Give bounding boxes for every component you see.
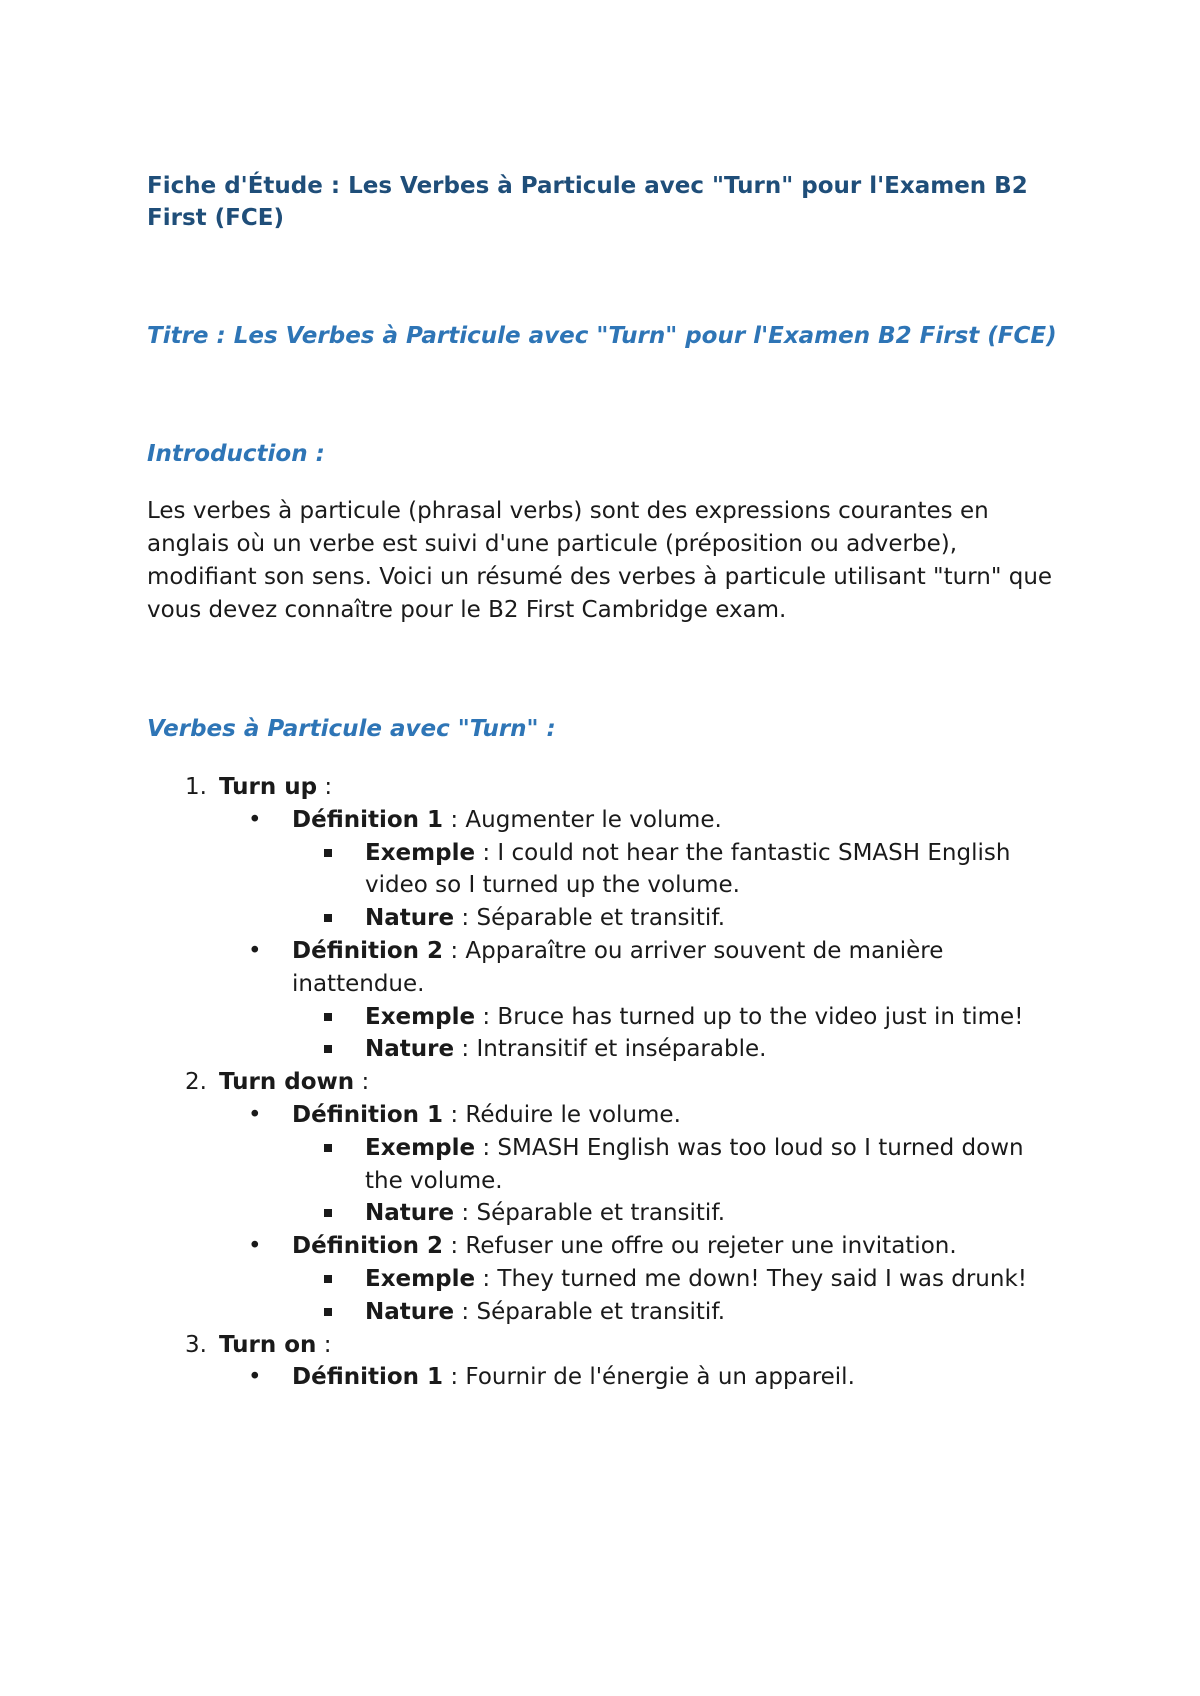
definition-item (219, 804, 1067, 935)
detail-list (292, 837, 1067, 935)
definition-text: : Augmenter le volume. (443, 806, 722, 833)
nature-label: Nature (365, 905, 455, 932)
nature-text: : Séparable et transitif. (454, 1298, 726, 1325)
bullet-square-icon (324, 1045, 332, 1053)
definition-label: Définition 1 (292, 1364, 444, 1391)
example-text: : They turned me down! They said I was drunk! (475, 1265, 1027, 1292)
document-subtitle: Titre : Les Verbes à Particule avec "Turn" pour l'Examen B2 First (FCE) (147, 323, 1057, 349)
example-item (292, 1263, 1067, 1296)
definition-text: : Fournir de l'énergie à un appareil. (443, 1364, 855, 1391)
bullet-square-icon (324, 1144, 332, 1152)
bullet-dot-icon: • (248, 1101, 262, 1128)
verb-number: 2. (185, 1069, 207, 1096)
verb-heading (219, 771, 1067, 804)
definition-text: : Réduire le volume. (443, 1101, 681, 1128)
bullet-dot-icon: • (248, 1364, 262, 1391)
nature-label: Nature (365, 1200, 455, 1227)
verb-name: Turn up (219, 774, 318, 800)
bullet-dot-icon: • (248, 1233, 262, 1260)
definition-item (219, 1099, 1067, 1230)
nature-text: : Intransitif et inséparable. (454, 1036, 767, 1063)
nature-label: Nature (365, 1036, 455, 1063)
example-label: Exemple (365, 839, 476, 866)
verb-item (147, 1329, 1067, 1395)
example-label: Exemple (365, 1003, 476, 1030)
example-text: : I could not hear the fantastic SMASH English video so I turned up the volume. (365, 839, 1011, 899)
definition-item (219, 1230, 1067, 1328)
definition-text: : Refuser une offre ou rejeter une invitation. (443, 1233, 957, 1260)
bullet-dot-icon: • (248, 806, 262, 833)
verb-heading (219, 1329, 1067, 1362)
spacer (147, 627, 1067, 713)
introduction-text: Les verbes à particule (phrasal verbs) sont des expressions courantes en anglais où un verbe est suivi d'une particule (préposition ou adverbe), modifiant son sens. Voici un résumé des verbes à particule utilisant "turn" que vous devez connaître pour le B2 First Cambridge exam. (147, 498, 1053, 623)
bullet-square-icon (324, 1275, 332, 1283)
bullet-square-icon (324, 914, 332, 922)
bullet-square-icon (324, 1308, 332, 1316)
definition-text: : Apparaître ou arriver souvent de manière inattendue. (292, 937, 944, 997)
document-page (147, 170, 1067, 1394)
example-text: : Bruce has turned up to the video just in time! (475, 1003, 1024, 1030)
verb-item (147, 1066, 1067, 1328)
nature-item (292, 1296, 1067, 1329)
definition-item (219, 935, 1067, 1066)
detail-list (292, 1263, 1067, 1329)
definition-list (219, 1099, 1067, 1329)
example-label: Exemple (365, 1134, 476, 1161)
bullet-dot-icon: • (248, 937, 262, 964)
nature-label: Nature (365, 1298, 455, 1325)
example-label: Exemple (365, 1265, 476, 1292)
spacer (147, 234, 1067, 320)
example-item (292, 837, 1067, 903)
document-title: Fiche d'Étude : Les Verbes à Particule avec "Turn" pour l'Examen B2 First (FCE) (147, 173, 1028, 231)
verb-separator: : (316, 1331, 332, 1358)
definition-list (219, 1361, 1067, 1394)
detail-list (292, 1132, 1067, 1230)
verbs-section-heading: Verbes à Particule avec "Turn" : (147, 716, 556, 742)
verb-separator: : (317, 774, 333, 800)
bullet-square-icon (324, 1013, 332, 1021)
example-item (292, 1001, 1067, 1034)
verb-number: 1. (185, 774, 207, 800)
introduction-heading: Introduction : (147, 441, 325, 467)
definition-label: Définition 1 (292, 1101, 444, 1128)
nature-text: : Séparable et transitif. (454, 1200, 726, 1227)
nature-item (292, 1197, 1067, 1230)
verbs-list (147, 771, 1067, 1394)
definition-list (219, 804, 1067, 1066)
verb-name: Turn down (219, 1069, 355, 1096)
definition-label: Définition 1 (292, 806, 444, 833)
bullet-square-icon (324, 1209, 332, 1217)
detail-list (292, 1001, 1067, 1067)
definition-label: Définition 2 (292, 937, 444, 964)
verb-separator: : (354, 1069, 370, 1096)
example-text: : SMASH English was too loud so I turned down the volume. (365, 1134, 1024, 1194)
verb-name: Turn on (219, 1331, 317, 1358)
spacer (147, 470, 1067, 495)
spacer (147, 352, 1067, 438)
nature-item (292, 902, 1067, 935)
bullet-square-icon (324, 849, 332, 857)
verb-heading (219, 1066, 1067, 1099)
definition-label: Définition 2 (292, 1233, 444, 1260)
verb-number: 3. (185, 1331, 207, 1358)
nature-item (292, 1033, 1067, 1066)
verb-item (147, 771, 1067, 1066)
definition-item (219, 1361, 1067, 1394)
nature-text: : Séparable et transitif. (454, 905, 726, 932)
spacer (147, 745, 1067, 771)
example-item (292, 1132, 1067, 1198)
